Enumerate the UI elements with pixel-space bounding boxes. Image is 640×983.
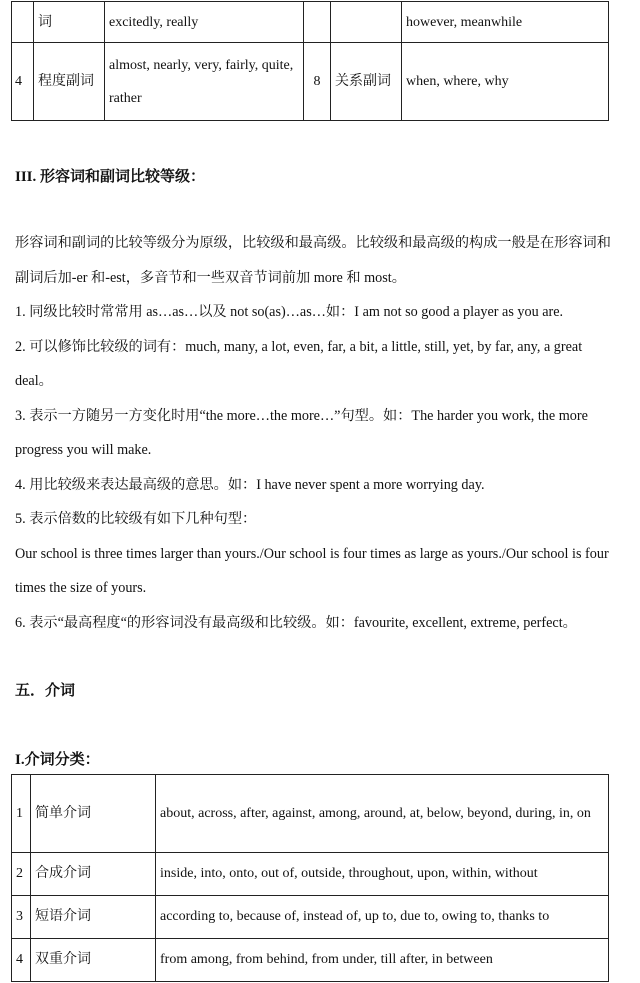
- table-row: [12, 43, 609, 121]
- list-item: 4. 用比较级来表达最高级的意思。如：I have never spent a more worrying day.: [15, 476, 485, 493]
- comparison-body: [15, 226, 615, 640]
- adverb-examples: when, where, why: [402, 43, 609, 121]
- adverb-category: 词: [34, 2, 105, 43]
- adverb-examples: excitedly, really: [105, 2, 304, 43]
- adverb-category: 关系副词: [331, 43, 402, 121]
- preposition-category: 短语介词: [31, 896, 156, 939]
- table-row: [12, 853, 609, 896]
- row-number: 4: [12, 939, 31, 982]
- adverb-examples: almost, nearly, very, fairly, quite, rather: [105, 43, 304, 121]
- row-number: 1: [12, 775, 31, 853]
- row-number: 4: [12, 43, 34, 121]
- list-item: 2. 可以修饰比较级的词有：much, many, a lot, even, far, a bit, a little, still, yet, by far, any, a great deal。: [15, 338, 583, 389]
- preposition-category: 合成介词: [31, 853, 156, 896]
- preposition-examples: inside, into, onto, out of, outside, throughout, upon, within, without: [156, 853, 609, 896]
- row-number: [12, 2, 34, 43]
- list-item: 6. 表示“最高程度“的形容词没有最高级和比较级。如：favourite, excellent, extreme, perfect。: [15, 614, 577, 631]
- preposition-table: [11, 774, 609, 982]
- table-row: [12, 775, 609, 853]
- list-item: 5. 表示倍数的比较级有如下几种句型：: [15, 511, 257, 527]
- row-number: 8: [304, 43, 331, 121]
- table-row: [12, 939, 609, 982]
- adverb-category: [331, 2, 402, 43]
- row-number: [304, 2, 331, 43]
- adverb-category: 程度副词: [34, 43, 105, 121]
- adverb-table: [11, 1, 609, 121]
- table-row: [12, 896, 609, 939]
- row-number: 3: [12, 896, 31, 939]
- section-heading: III. 形容词和副词比较等级：: [15, 169, 206, 185]
- table-row: [12, 2, 609, 43]
- paragraph: Our school is three times larger than yours./Our school is four times as large as yours./Our school is four times the size of yours.: [15, 545, 609, 596]
- list-item: 3. 表示一方随另一方变化时用“the more…the more…”句型。如：The harder you work, the more progress you will make.: [15, 407, 588, 458]
- list-item: 1. 同级比较时常常用 as…as…以及 not so(as)…as…如：I am not so good a player as you are.: [15, 304, 564, 320]
- preposition-examples: from among, from behind, from under, till after, in between: [156, 939, 609, 982]
- preposition-category: 双重介词: [31, 939, 156, 982]
- preposition-category: 简单介词: [31, 775, 156, 853]
- preposition-examples: according to, because of, instead of, up to, due to, owing to, thanks to: [156, 896, 609, 939]
- subheading: I.介词分类：: [15, 752, 100, 768]
- row-number: 2: [12, 853, 31, 896]
- section-heading: 五．介词: [15, 683, 76, 699]
- adverb-examples: however, meanwhile: [402, 2, 609, 43]
- paragraph: 形容词和副词的比较等级分为原级，比较级和最高级。比较级和最高级的构成一般是在形容词和副词后加-er 和-est，多音节和一些双音节词前加 more 和 most。: [15, 235, 611, 286]
- preposition-examples: about, across, after, against, among, around, at, below, beyond, during, in, on: [156, 775, 609, 853]
